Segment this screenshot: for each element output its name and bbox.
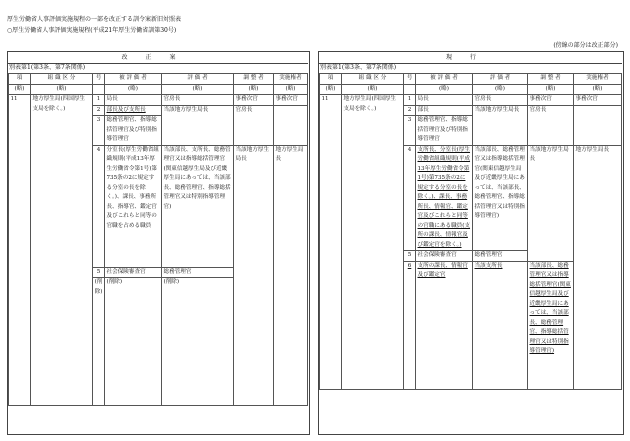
- evaluatee: 局長: [416, 95, 473, 106]
- table-row: [9, 95, 308, 106]
- implementer: 地方厚生局長: [574, 145, 622, 389]
- row-number: 5: [404, 251, 416, 262]
- evaluatee: 分室長(厚生労働省組織規則(平成13年厚生労働省令第1号)第735条の2に規定する分室の長を除く。)、課長、事務所長、指導官、鑑定官及びこれらと同等の官職を占める職員: [105, 145, 162, 267]
- table-header-row: [9, 74, 308, 85]
- row-number: 4: [93, 145, 105, 267]
- evaluatee: 支所の課長、情報官及び鑑定官: [416, 261, 473, 389]
- evaluatee: 局長: [105, 95, 162, 106]
- implementer: 地方厚生局長: [274, 145, 308, 406]
- implementer: [574, 105, 622, 145]
- row-number: 2: [93, 105, 105, 116]
- item-number: 11: [320, 95, 342, 390]
- col-header: 号: [93, 74, 105, 85]
- row-number: 6: [404, 261, 416, 389]
- col-header: 組 織 区 分: [342, 74, 404, 85]
- evaluatee: 部長: [416, 105, 473, 116]
- underline-note: (傍線の部分は改正部分): [553, 42, 618, 49]
- row-number: 4: [404, 145, 416, 251]
- col-header: 調 整 者: [234, 74, 274, 85]
- table-row: [9, 84, 308, 95]
- adjuster: 官房長: [528, 105, 574, 145]
- cell: [404, 84, 416, 95]
- header-current: 現行: [318, 51, 622, 64]
- row-number: 2: [404, 105, 416, 116]
- cell: (略): [473, 84, 528, 95]
- col-header: 号: [404, 74, 416, 85]
- row-number: (削除): [93, 278, 105, 406]
- row-number: 3: [93, 116, 105, 146]
- col-header: 評 価 者: [473, 74, 528, 85]
- evaluatee: 社会保険審査官: [105, 267, 162, 278]
- cell: (略): [320, 84, 342, 95]
- cell: [93, 84, 105, 95]
- evaluatee: 部長及び支所長: [105, 105, 162, 116]
- evaluator: 総務管理官: [473, 251, 528, 262]
- col-header: 項: [320, 74, 342, 85]
- cell: (略): [574, 84, 622, 95]
- evaluatee: (削除): [105, 278, 162, 406]
- evaluator: 官房長: [473, 95, 528, 106]
- implementer: [274, 105, 308, 145]
- evaluatee: 総務管理官、指導総括管理官及び特別指導管理官: [105, 116, 162, 146]
- evaluator: 当該部長、総務管理官又は指導総括管理官(関東信越厚生局及び近畿厚生局にあっては、当該部長、総務管理官、指導総括管理官又は特別指導管理官): [473, 145, 528, 251]
- evaluator: 当該支所長: [473, 261, 528, 389]
- evaluator: 当該地方厚生局長: [473, 105, 528, 145]
- implementer: 事務次官: [574, 95, 622, 106]
- implementer: 事務次官: [274, 95, 308, 106]
- cell: (略): [274, 84, 308, 95]
- cell: (略): [342, 84, 404, 95]
- col-header: 実施権者: [274, 74, 308, 85]
- evaluator: 当該部長、支所長、総務管理官又は指導総括管理官(関東信越厚生局及び近畿厚生局にあっては、当該部長、総務管理官、指導総括管理官又は特別指導管理官): [162, 145, 234, 267]
- org-division: 地方厚生局(四国厚生支局を除く。): [342, 95, 404, 390]
- adjuster: 事務次官: [234, 95, 274, 106]
- col-header: 実施権者: [574, 74, 622, 85]
- evaluatee: 支所長、分室長(厚生労働省組織規則(平成13年厚生労働省令第1号)第735条の2に規定する分室の長を除く。)、課長、事務所長、情報官、鑑定官及びこれらと同等の官職にある職員(支所の課長、情報官及び鑑定官を除く。): [416, 145, 473, 251]
- header-amendment: 改正案: [7, 51, 308, 64]
- row-number: 1: [93, 95, 105, 106]
- cell: (略): [9, 84, 31, 95]
- adjuster: 官房長: [234, 105, 274, 145]
- evaluator: (削除): [162, 278, 234, 406]
- table-header-row: [320, 74, 622, 85]
- adjuster: 当該地方厚生局長: [528, 145, 574, 261]
- left-section-label: 別表第1(第3条、第7条関係): [9, 64, 86, 71]
- evaluator: 総務管理官: [162, 267, 234, 278]
- cell: (略): [528, 84, 574, 95]
- evaluatee: 総務管理官、指導総括管理官及び特別指導管理官: [416, 116, 473, 146]
- adjuster: 当該部長、総務管理官又は指導総括管理官(関東信越厚生局及び近畿厚生局にあっては、当該部長、総務管理官、指導総括管理官又は特別指導管理官): [528, 261, 574, 389]
- left-table: [8, 73, 308, 406]
- row-number: 5: [93, 267, 105, 278]
- cell: (略): [234, 84, 274, 95]
- col-header: 項: [9, 74, 31, 85]
- right-table: [319, 73, 622, 390]
- cell: (略): [416, 84, 473, 95]
- col-header: 被 評 価 者: [416, 74, 473, 85]
- item-number: 11: [9, 95, 31, 406]
- adjuster: 当該地方厚生局長: [234, 145, 274, 406]
- row-number: 1: [404, 95, 416, 106]
- col-header: 被 評 価 者: [105, 74, 162, 85]
- table-row: [320, 95, 622, 106]
- right-section-label: 別表第1(第3条、第7条関係): [320, 64, 397, 71]
- cell: (略): [31, 84, 93, 95]
- document-subtitle: ○厚生労働省人事評価実施規程(平成21年厚生労働省訓第30号): [7, 27, 177, 34]
- org-division: 地方厚生局(四国厚生支局を除く。): [31, 95, 93, 406]
- evaluator: 当該地方厚生局長: [162, 105, 234, 145]
- evaluator: 官房長: [162, 95, 234, 106]
- cell: (略): [162, 84, 234, 95]
- cell: (略): [105, 84, 162, 95]
- table-row: [320, 84, 622, 95]
- col-header: 組 織 区 分: [31, 74, 93, 85]
- adjuster: 事務次官: [528, 95, 574, 106]
- document-title: 厚生労働省人事評価実施規程の一部を改正する訓令案新旧対照表: [7, 16, 182, 23]
- row-number: 3: [404, 116, 416, 146]
- evaluatee: 社会保険審査官: [416, 251, 473, 262]
- col-header: 調 整 者: [528, 74, 574, 85]
- col-header: 評 価 者: [162, 74, 234, 85]
